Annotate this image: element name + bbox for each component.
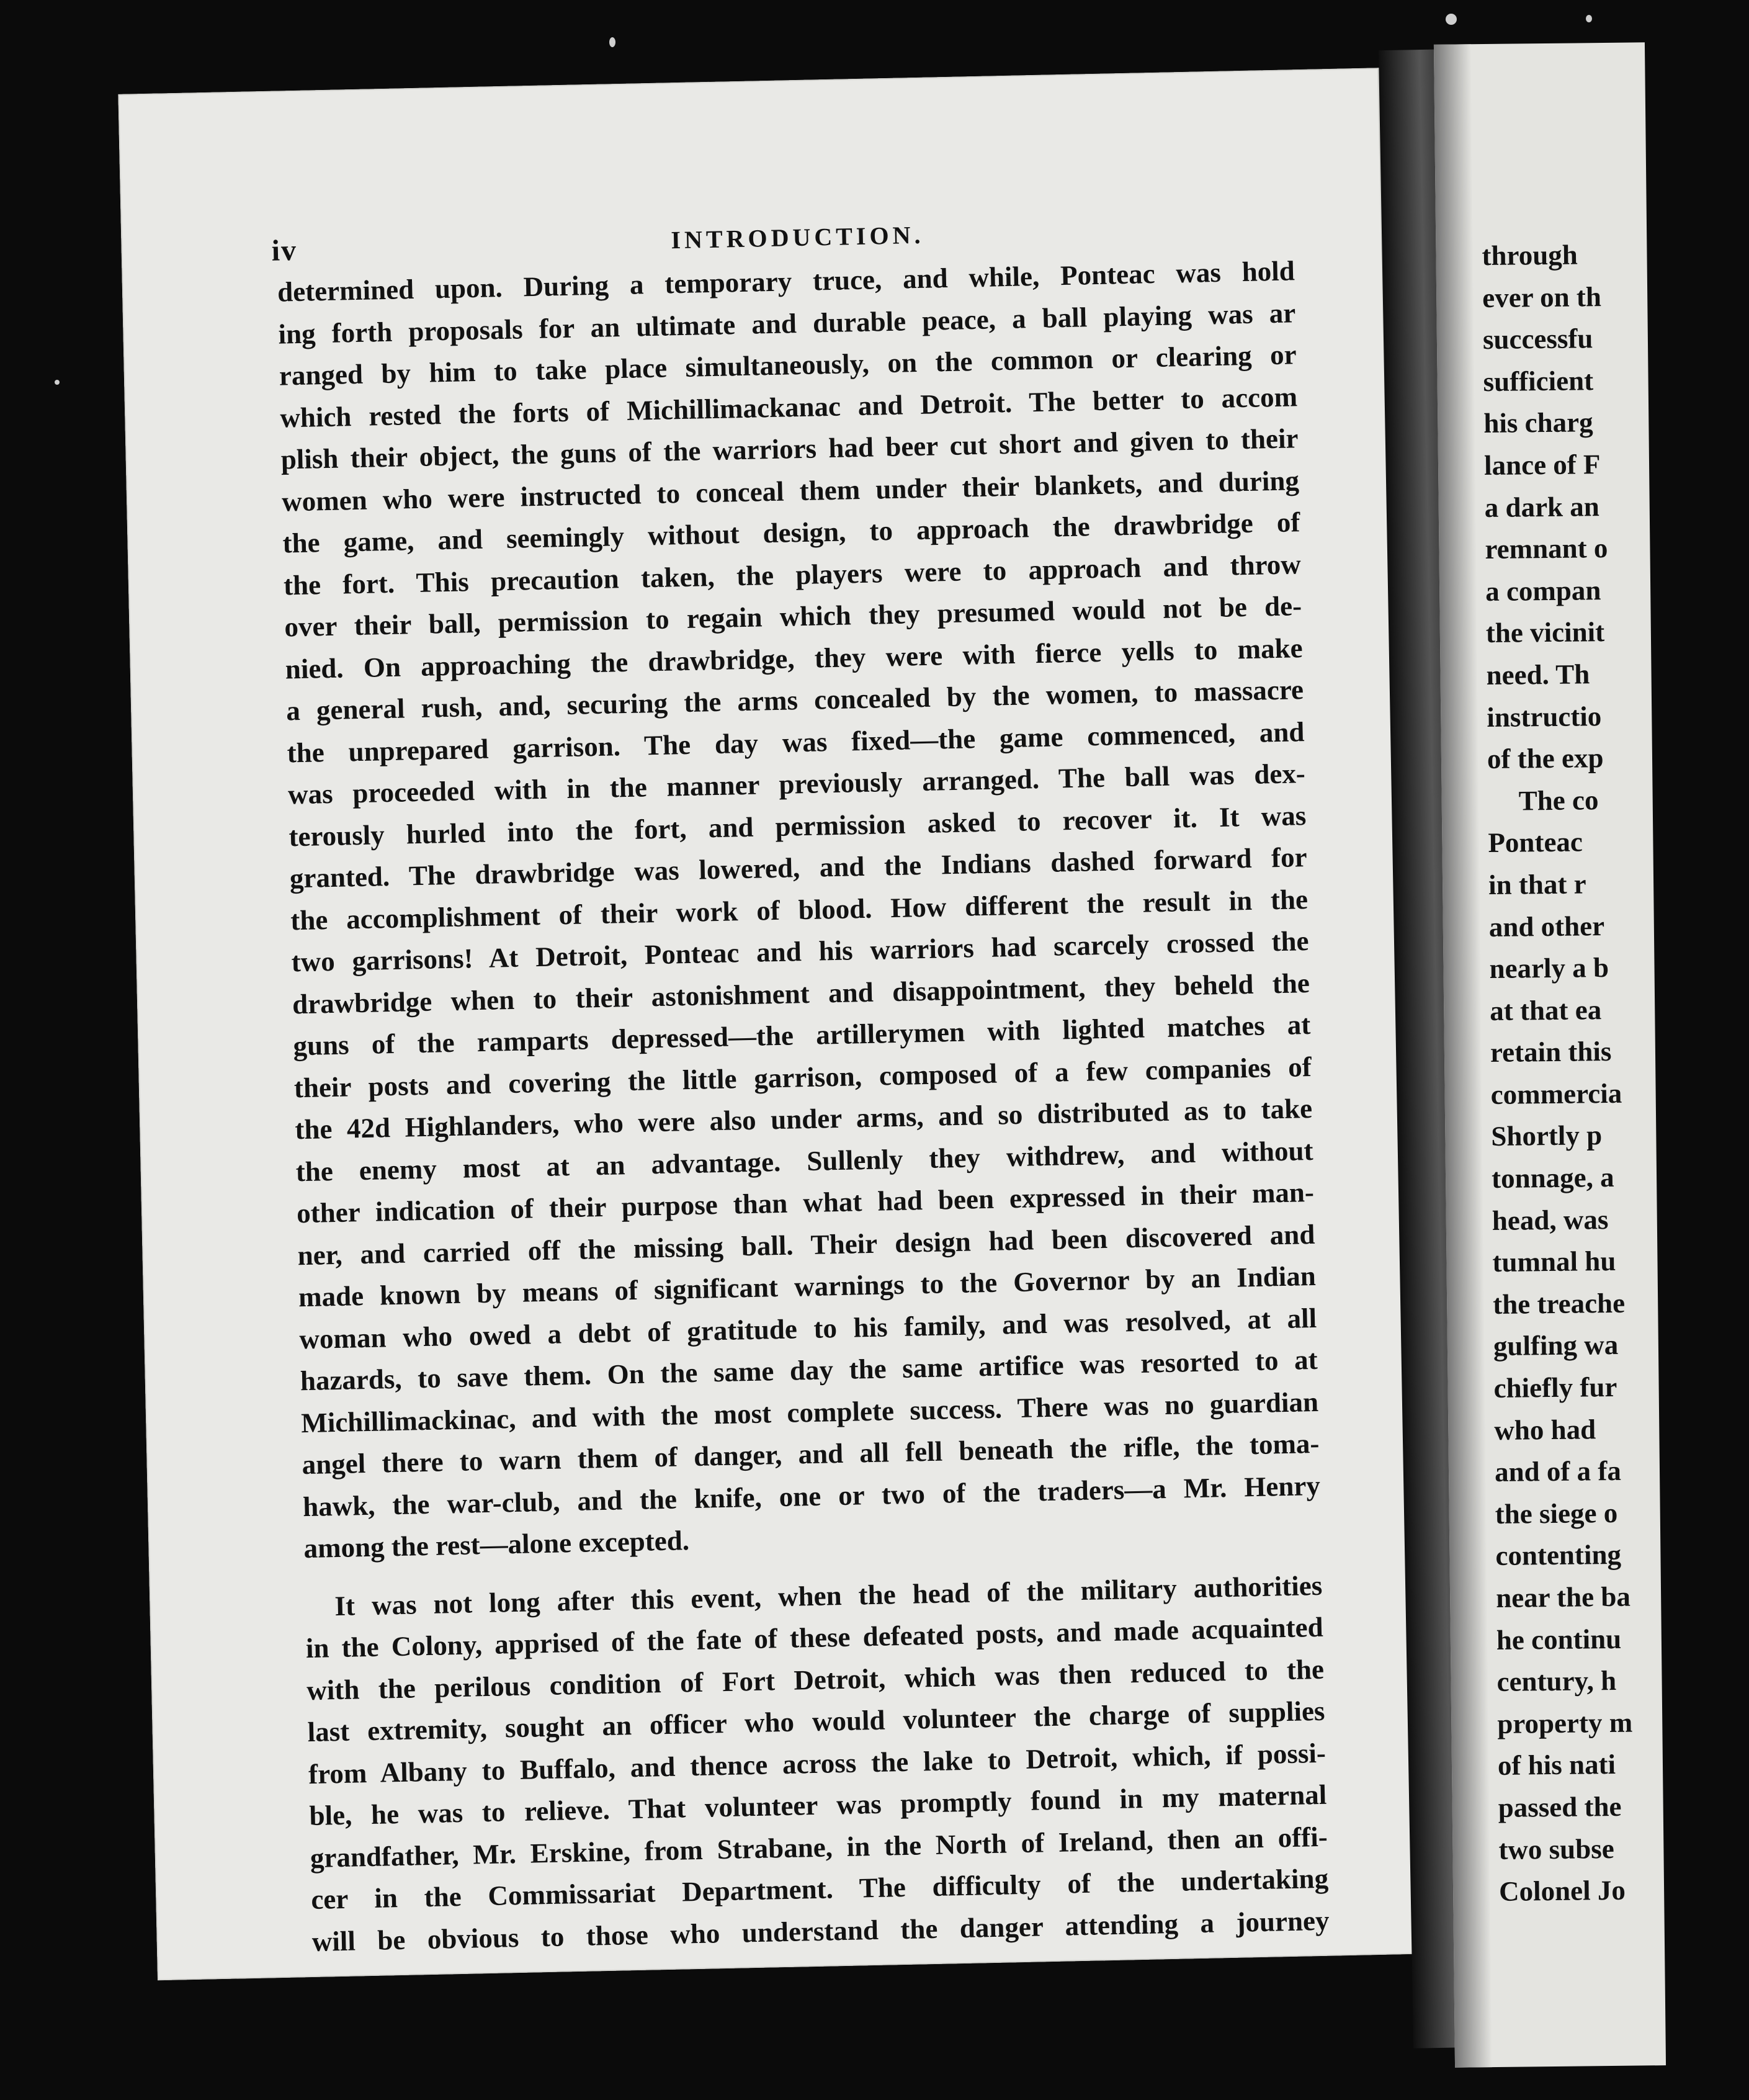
text-line: guns of the ramparts depressed—the artillerymen with lighted matches at	[293, 1008, 1311, 1062]
text-line: and of a fa	[1494, 1455, 1622, 1488]
text-line: the accomplishment of their work of blood. How different the result in the	[290, 883, 1308, 936]
text-line: a compan	[1485, 574, 1601, 607]
dust-speck	[1446, 14, 1457, 25]
text-line: last extremity, sought an officer who would volunteer the charge of supplies	[307, 1695, 1325, 1748]
text-line: of his nati	[1497, 1749, 1616, 1782]
text-line: two subse	[1498, 1833, 1614, 1865]
text-line: Michillimackinac, and with the most complete success. There was no guardian	[300, 1386, 1319, 1438]
text-line: plish their object, the guns of the warriors had beer cut short and given to their	[280, 423, 1299, 475]
text-line: granted. The drawbridge was lowered, and the Indians dashed forward for	[289, 841, 1308, 894]
text-line: with the perilous condition of Fort Detroit, which was then reduced to the	[306, 1653, 1325, 1706]
page-text-block	[271, 212, 1330, 1963]
text-line: ever on th	[1482, 280, 1602, 313]
paragraph-2	[305, 1564, 1330, 1963]
text-line: Shortly p	[1491, 1120, 1603, 1152]
text-line: two garrisons! At Detroit, Ponteac and his warriors had scarcely crossed the	[291, 925, 1309, 978]
text-line: tonnage, a	[1491, 1161, 1614, 1195]
text-line: was proceeded with in the manner previously arranged. The ball was dex-	[287, 758, 1306, 810]
text-line: his charg	[1483, 406, 1593, 439]
text-line: their posts and covering the little garrison, composed of a few companies of	[293, 1051, 1312, 1103]
text-line: made known by means of significant warnings to the Governor by an Indian	[298, 1260, 1317, 1313]
text-line: in that r	[1488, 868, 1586, 900]
dust-speck	[55, 380, 60, 385]
text-line: cer in the Commissariat Department. The difficulty of the undertaking	[310, 1862, 1329, 1916]
text-line: who had	[1494, 1413, 1596, 1446]
text-line: It was not long after this event, when the head of the military authorities	[334, 1569, 1323, 1622]
text-line: ranged by him to take place simultaneously, on the common or clearing or	[279, 339, 1297, 392]
text-line: successfu	[1482, 323, 1593, 356]
text-line: at that ea	[1489, 994, 1602, 1026]
text-line: a general rush, and, securing the arms concealed by the women, to massacre	[285, 674, 1304, 727]
text-line: the enemy most at an advantage. Sullenly they withdrew, and without	[295, 1134, 1313, 1187]
text-line: the game, and seemingly without design, to approach the drawbridge of	[282, 506, 1300, 559]
text-line: angel there to warn them of danger, and all fell beneath the rifle, the toma-	[302, 1427, 1320, 1481]
text-line: the unprepared garrison. The day was fixed—the game commenced, and	[287, 716, 1305, 768]
text-line: Colonel Jo	[1498, 1874, 1626, 1908]
text-line: he continu	[1496, 1623, 1622, 1656]
text-line: terously hurled into the fort, and permission asked to recover it. It was	[288, 799, 1307, 852]
right-page	[1434, 42, 1666, 2067]
text-line: will be obvious to those who understand the danger attending a journey	[311, 1905, 1330, 1957]
text-line: a dark an	[1484, 490, 1600, 523]
text-line: hazards, to save them. On the same day the same artifice was resorted to at	[300, 1344, 1318, 1397]
text-line: need. Th	[1486, 658, 1590, 691]
text-line: Ponteac	[1488, 826, 1583, 859]
right-page-text-block	[1482, 233, 1747, 1913]
text-line: the fort. This precaution taken, the players were to approach and throw	[283, 548, 1302, 601]
text-line: near the ba	[1495, 1581, 1631, 1613]
text-line: remnant o	[1485, 532, 1608, 565]
text-line: The co	[1518, 784, 1599, 817]
text-line: century, h	[1496, 1665, 1617, 1698]
running-head: INTRODUCTION.	[671, 220, 924, 254]
text-line: passed the	[1498, 1790, 1622, 1823]
text-line: chiefly fur	[1493, 1371, 1617, 1404]
text-line: drawbridge when to their astonishment and disappointment, they beheld the	[292, 967, 1310, 1020]
text-line: tumnal hu	[1492, 1245, 1616, 1278]
text-line: hawk, the war-club, and the knife, one or two of the traders—a Mr. Henry	[302, 1470, 1321, 1522]
text-line: nied. On approaching the drawbridge, they were with fierce yells to make	[285, 632, 1304, 684]
text-line: ner, and carried off the missing ball. Their design had been discovered and	[297, 1218, 1315, 1271]
text-line: woman who owed a debt of gratitude to his family, and was resolved, at all	[298, 1302, 1317, 1355]
text-line: sufficient	[1483, 364, 1594, 397]
text-line: ing forth proposals for an ultimate and durable peace, a ball playing was ar	[278, 297, 1296, 350]
text-line: gulfing wa	[1493, 1329, 1619, 1362]
left-page	[118, 68, 1435, 1980]
text-line: the treache	[1492, 1287, 1626, 1320]
text-line: instructio	[1487, 700, 1602, 733]
text-line: commercia	[1490, 1077, 1622, 1110]
text-line: determined upon. During a temporary truce, and while, Ponteac was hold	[277, 255, 1295, 308]
text-line: other indication of their purpose than what had been expressed in their man-	[296, 1176, 1315, 1229]
text-line: women who were instructed to conceal them under their blankets, and during	[281, 464, 1300, 518]
dust-speck	[1586, 15, 1592, 22]
text-line: in the Colony, apprised of the fate of these defeated posts, and made acquainted	[305, 1611, 1324, 1664]
text-line: grandfather, Mr. Erskine, from Strabane, in the North of Ireland, then an offi-	[310, 1821, 1328, 1873]
text-line: the 42d Highlanders, who were also under arms, and so distributed as to take	[294, 1092, 1313, 1146]
text-line: retain this	[1490, 1036, 1612, 1069]
text-line: from Albany to Buffalo, and thence across the lake to Detroit, which, if possi-	[308, 1737, 1326, 1790]
text-line: of the exp	[1487, 742, 1604, 775]
text-line: which rested the forts of Michillimackanac and Detroit. The better to accom	[279, 380, 1298, 434]
text-line: among the rest—alone excepted.	[303, 1525, 690, 1564]
text-line: property m	[1497, 1707, 1633, 1739]
text-line: head, was	[1492, 1203, 1609, 1236]
text-line: over their ball, permission to regain which they presumed would not be de-	[284, 590, 1302, 643]
text-line: nearly a b	[1489, 952, 1609, 985]
paragraph-1	[277, 250, 1321, 1569]
text-line: the vicinit	[1485, 616, 1605, 649]
page-number: iv	[271, 233, 298, 267]
text-line: through	[1482, 239, 1578, 272]
dust-speck	[609, 37, 615, 47]
text-line: the siege o	[1495, 1497, 1618, 1530]
text-line: lance of F	[1483, 449, 1601, 482]
text-line: and other	[1488, 910, 1605, 943]
text-line: contenting	[1495, 1539, 1622, 1572]
text-line: ble, he was to relieve. That volunteer was promptly found in my maternal	[309, 1779, 1327, 1832]
